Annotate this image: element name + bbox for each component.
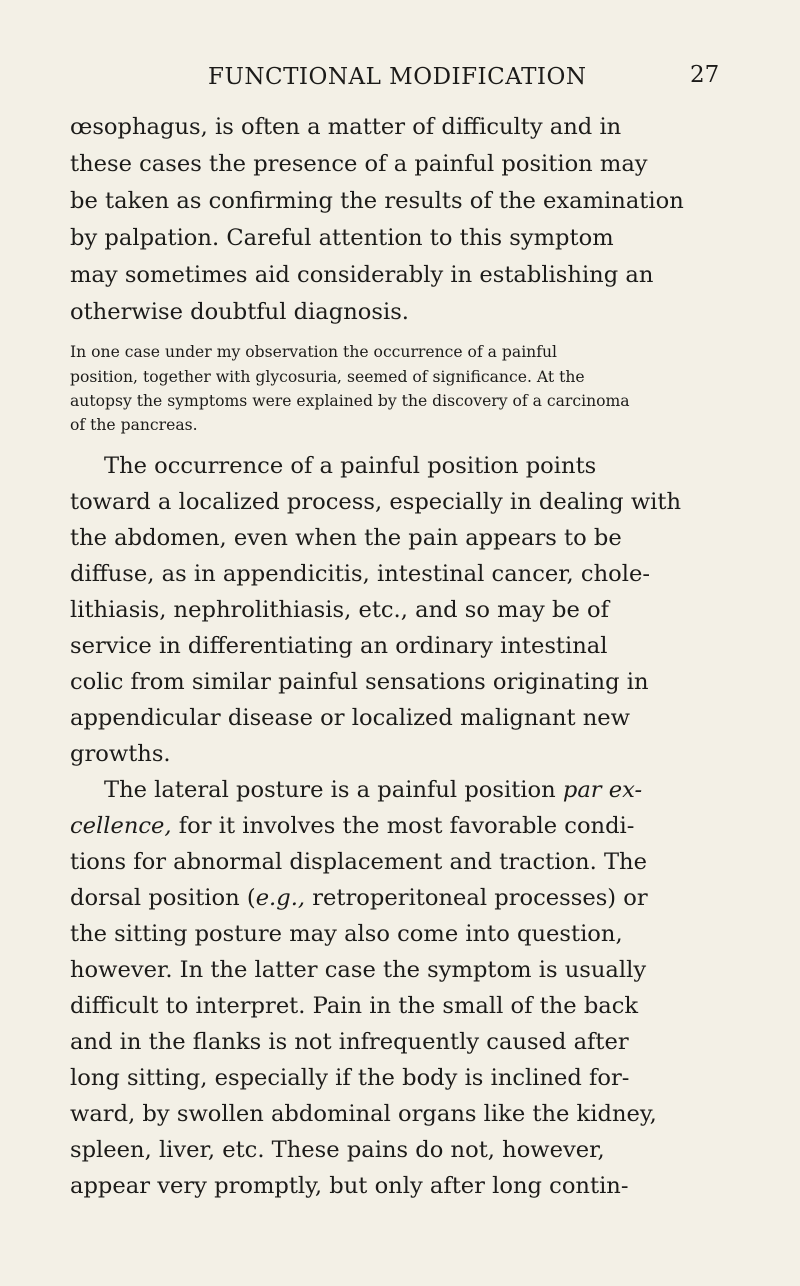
text-run: for it involves the most favorable condi- bbox=[171, 813, 635, 839]
body-line: otherwise doubtful diagnosis. bbox=[70, 299, 409, 325]
body-line: however. In the latter case the symptom is usually bbox=[70, 957, 647, 983]
text-run: retroperitoneal processes) or bbox=[305, 885, 648, 911]
body-line: by palpation. Careful attention to this symptom bbox=[70, 225, 614, 251]
body-line: tions for abnormal displacement and traction. The bbox=[70, 849, 647, 875]
body-line: appear very promptly, but only after long contin- bbox=[70, 1173, 629, 1199]
note-line: autopsy the symptoms were explained by the discovery of a carcinoma bbox=[70, 392, 630, 410]
note-line: position, together with glycosuria, seemed of significance. At the bbox=[70, 368, 585, 386]
body-line: these cases the presence of a painful position may bbox=[70, 151, 648, 177]
body-line: the sitting posture may also come into question, bbox=[70, 921, 623, 947]
body-line: and in the flanks is not infrequently caused after bbox=[70, 1029, 629, 1055]
text-run: dorsal position ( bbox=[70, 885, 256, 911]
note-line: of the pancreas. bbox=[70, 416, 198, 434]
body-line: The occurrence of a painful position points bbox=[104, 453, 597, 479]
page-number: 27 bbox=[690, 62, 720, 88]
body-line bbox=[104, 779, 642, 802]
body-line: be taken as confirming the results of the examination bbox=[70, 188, 684, 214]
body-line bbox=[70, 887, 648, 910]
text-run: The lateral posture is a painful position bbox=[104, 777, 563, 803]
body-line: ward, by swollen abdominal organs like the kidney, bbox=[70, 1101, 657, 1127]
body-line: diffuse, as in appendicitis, intestinal cancer, chole- bbox=[70, 561, 650, 587]
body-line: lithiasis, nephrolithiasis, etc., and so may be of bbox=[70, 597, 609, 623]
body-line: appendicular disease or localized malignant new bbox=[70, 705, 630, 731]
body-line: toward a localized process, especially in dealing with bbox=[70, 489, 682, 515]
body-line: difficult to interpret. Pain in the small of the back bbox=[70, 993, 639, 1019]
body-line: colic from similar painful sensations originating in bbox=[70, 669, 649, 695]
body-line bbox=[70, 815, 634, 838]
body-line: spleen, liver, etc. These pains do not, however, bbox=[70, 1137, 605, 1163]
body-line: growths. bbox=[70, 741, 171, 767]
running-head: FUNCTIONAL MODIFICATION bbox=[208, 64, 587, 90]
italic-phrase: cellence, bbox=[70, 813, 172, 839]
body-line: the abdomen, even when the pain appears to be bbox=[70, 525, 622, 551]
note-line: In one case under my observation the occurrence of a painful bbox=[70, 343, 558, 361]
italic-phrase: par ex- bbox=[562, 777, 643, 803]
body-line: may sometimes aid considerably in establishing an bbox=[70, 262, 654, 288]
body-line: service in differentiating an ordinary intestinal bbox=[70, 633, 608, 659]
italic-phrase: e.g., bbox=[255, 885, 306, 911]
body-line: œsophagus, is often a matter of difficulty and in bbox=[70, 114, 622, 140]
body-line: long sitting, especially if the body is inclined for- bbox=[70, 1065, 630, 1091]
